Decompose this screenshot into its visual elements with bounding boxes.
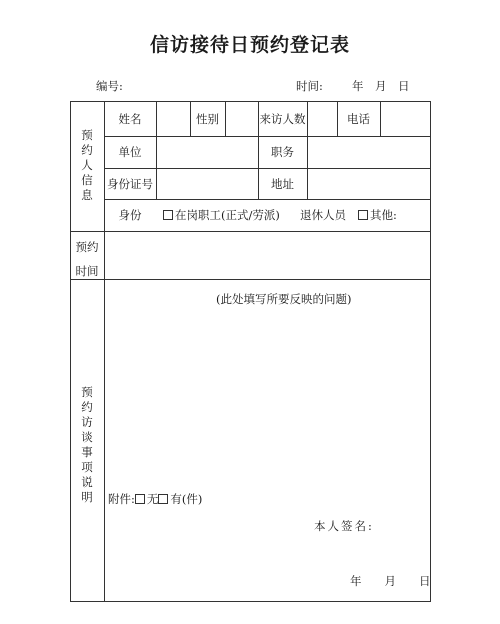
id-number-label: 身份证号: [107, 176, 153, 191]
label-char: 说: [81, 475, 93, 489]
identity-label: 身份: [118, 208, 142, 222]
position-label: 职务: [271, 145, 294, 159]
label-char: 事: [81, 445, 93, 459]
label-char: 信: [81, 173, 93, 187]
phone-field[interactable]: [381, 102, 430, 136]
identity-option-employee[interactable]: [163, 199, 280, 231]
label-char: 约: [81, 400, 93, 414]
identity-option-label: 其他:: [370, 208, 397, 222]
identity-option-other[interactable]: [358, 199, 397, 231]
form-title: 信访接待日预约登记表: [149, 34, 350, 56]
identity-option-label: 退休人员: [300, 208, 346, 222]
header-date: 年 月 日: [352, 79, 410, 93]
label-char: 预: [81, 128, 93, 142]
label-char: 息: [81, 188, 93, 202]
label-char: 谈: [81, 430, 93, 444]
unit-field[interactable]: [157, 137, 258, 168]
name-label: 姓名: [118, 111, 142, 126]
visitor-info-section-label: [70, 128, 104, 203]
signature-date: 年 月 日: [350, 574, 431, 588]
address-field[interactable]: [308, 169, 430, 199]
number-label: 编号:: [96, 79, 123, 93]
attachment-label: 附件:: [108, 492, 135, 506]
label-char: 预: [81, 385, 93, 399]
id-number-field[interactable]: [157, 169, 258, 199]
checkbox-icon: [358, 210, 368, 220]
matter-hint: (此处填写所要反映的问题): [216, 292, 352, 306]
label-char: 明: [81, 490, 93, 504]
matter-description-field[interactable]: [105, 280, 430, 601]
gender-field[interactable]: [226, 102, 258, 136]
visitor-count-label: 来访人数: [259, 111, 306, 126]
gender-label: 性别: [196, 111, 219, 126]
appointment-time-label-line1: 预约: [75, 240, 99, 254]
checkbox-icon: [163, 210, 173, 220]
table-border-bottom: [70, 601, 431, 602]
address-label: 地址: [271, 176, 294, 191]
name-field[interactable]: [157, 102, 190, 136]
checkbox-icon[interactable]: [158, 494, 168, 504]
unit-label: 单位: [118, 145, 142, 159]
label-char: 访: [81, 415, 93, 429]
appointment-time-label-line2: 时间: [75, 264, 99, 278]
label-char: 项: [81, 460, 93, 474]
attachment-row: [108, 491, 202, 507]
visitor-count-field[interactable]: [308, 102, 337, 136]
identity-option-retired[interactable]: [300, 199, 346, 231]
attachment-has-label: 有(件): [170, 492, 203, 506]
appointment-time-field[interactable]: [105, 232, 430, 279]
signature-label: 本人签名:: [314, 519, 374, 533]
attachment-none-label: 无: [146, 492, 159, 506]
identity-option-label: 在岗职工(正式/劳派): [175, 208, 280, 222]
checkbox-icon[interactable]: [135, 494, 145, 504]
table-border-right: [430, 101, 431, 602]
label-char: 人: [81, 158, 93, 172]
time-label: 时间:: [296, 79, 323, 93]
phone-label: 电话: [347, 111, 370, 126]
matter-section-label: [70, 385, 104, 505]
label-char: 约: [81, 143, 93, 157]
position-field[interactable]: [308, 137, 430, 168]
